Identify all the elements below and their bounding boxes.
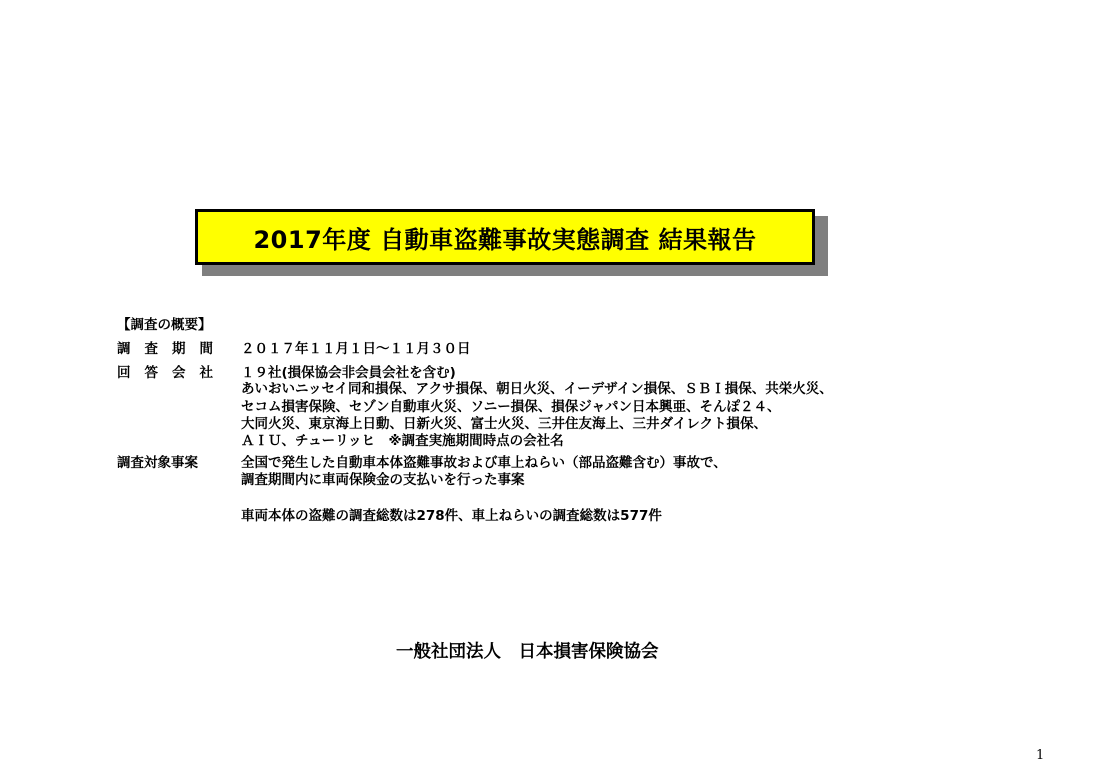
organization-name: 一般社団法人 日本損害保険協会 bbox=[396, 642, 659, 662]
target-line: 調査期間内に車両保険金の支払いを行った事案 bbox=[241, 472, 525, 488]
overview-heading: 【調査の概要】 bbox=[117, 317, 212, 333]
target-summary: 車両本体の盗難の調査総数は278件、車上ねらいの調査総数は577件 bbox=[241, 508, 662, 524]
page-number: 1 bbox=[1036, 748, 1045, 763]
companies-list-line: セコム損害保険、セゾン自動車火災、ソニー損保、損保ジャパン日本興亜、そんぽ２４、 bbox=[241, 399, 781, 415]
title-box bbox=[195, 209, 815, 265]
target-line: 全国で発生した自動車本体盗難事故および車上ねらい（部品盗難含む）事故で、 bbox=[241, 455, 727, 471]
companies-list-line: 大同火災、東京海上日動、日新火災、富士火災、三井住友海上、三井ダイレクト損保、 bbox=[241, 416, 767, 432]
page-title: 2017年度 自動車盗難事故実態調査 結果報告 bbox=[253, 225, 757, 254]
target-label: 調査対象事案 bbox=[117, 455, 198, 471]
companies-list-line: ＡＩＵ、チューリッヒ ※調査実施期間時点の会社名 bbox=[241, 433, 564, 449]
period-value: ２０１７年１１月１日～１１月３０日 bbox=[241, 341, 471, 357]
companies-count: １９社(損保協会非会員会社を含む) bbox=[241, 365, 456, 381]
companies-list-line: あいおいニッセイ同和損保、アクサ損保、朝日火災、イーデザイン損保、ＳＢＩ損保、共栄火災、 bbox=[241, 381, 833, 397]
period-label: 調査期間 bbox=[117, 341, 227, 357]
companies-label: 回答会社 bbox=[117, 365, 227, 381]
